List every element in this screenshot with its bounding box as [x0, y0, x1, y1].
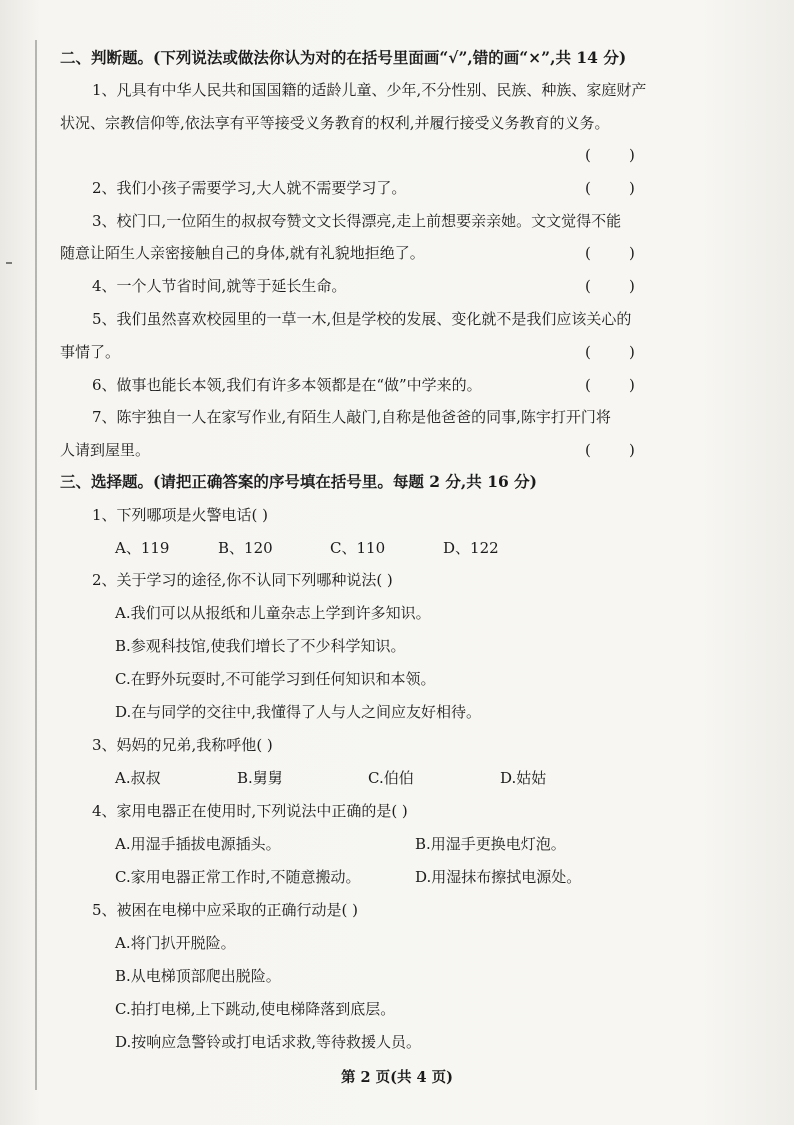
s2-q6-line1: 6、做事也能长本领,我们有许多本领都是在“做”中学来的。	[92, 376, 482, 394]
s2-q3-line1: 3、校门口,一位陌生的叔叔夸赞文文长得漂亮,走上前想要亲亲她。文文觉得不能	[92, 212, 622, 230]
s3-q3-option-a[interactable]: A.叔叔	[115, 769, 161, 787]
s3-q5-option-a[interactable]: A.将门扒开脱险。	[115, 934, 236, 952]
s2-q3-answer-blank[interactable]: ( )	[585, 244, 635, 262]
s3-q4-option-b[interactable]: B.用湿手更换电灯泡。	[415, 835, 566, 853]
s3-q1-option-d[interactable]: D、122	[443, 539, 499, 557]
s2-q7-line2: 人请到屋里。	[60, 441, 151, 459]
s2-q2-answer-blank[interactable]: ( )	[585, 179, 635, 197]
s3-q4-option-c[interactable]: C.家用电器正常工作时,不随意搬动。	[115, 868, 361, 886]
s3-q2-option-d[interactable]: D.在与同学的交往中,我懂得了人与人之间应友好相待。	[115, 703, 482, 721]
s3-q5-stem: 5、被困在电梯中应采取的正确行动是( )	[92, 901, 359, 919]
s2-q4-line1: 4、一个人节省时间,就等于延长生命。	[92, 277, 347, 295]
s2-q7-line1: 7、陈宇独自一人在家写作业,有陌生人敲门,自称是他爸爸的同事,陈宇打开门将	[92, 408, 611, 426]
s3-q5-option-c[interactable]: C.拍打电梯,上下跳动,使电梯降落到底层。	[115, 1000, 396, 1018]
s3-q3-option-b[interactable]: B.舅舅	[237, 769, 283, 787]
s3-q1-option-c[interactable]: C、110	[330, 539, 386, 557]
s2-q6-answer-blank[interactable]: ( )	[585, 376, 635, 394]
s3-q3-option-d[interactable]: D.姑姑	[500, 769, 547, 787]
s3-q2-option-a[interactable]: A.我们可以从报纸和儿童杂志上学到许多知识。	[115, 604, 431, 622]
s2-q5-line2: 事情了。	[60, 343, 121, 361]
s3-q1-option-a[interactable]: A、119	[115, 539, 170, 557]
section3-title: 三、选择题。(请把正确答案的序号填在括号里。每题 2 分,共 16 分)	[60, 472, 538, 491]
s3-q2-option-c[interactable]: C.在野外玩耍时,不可能学习到任何知识和本领。	[115, 670, 436, 688]
s3-q5-option-b[interactable]: B.从电梯顶部爬出脱险。	[115, 967, 281, 985]
s2-q5-line1: 5、我们虽然喜欢校园里的一草一木,但是学校的发展、变化就不是我们应该关心的	[92, 310, 632, 328]
s3-q2-stem: 2、关于学习的途径,你不认同下列哪种说法( )	[92, 571, 393, 589]
s2-q3-line2: 随意让陌生人亲密接触自己的身体,就有礼貌地拒绝了。	[60, 244, 425, 262]
s3-q3-option-c[interactable]: C.伯伯	[368, 769, 414, 787]
section2-title: 二、判断题。(下列说法或做法你认为对的在括号里面画“√”,错的画“×”,共 14 分)	[60, 48, 627, 67]
s3-q4-stem: 4、家用电器正在使用时,下列说法中正确的是( )	[92, 802, 408, 820]
s2-q2-line1: 2、我们小孩子需要学习,大人就不需要学习了。	[92, 179, 407, 197]
page-number-footer: 第 2 页(共 4 页)	[340, 1069, 454, 1086]
s2-q1-line1: 1、凡具有中华人民共和国国籍的适龄儿童、少年,不分性别、民族、种族、家庭财产	[92, 81, 647, 99]
s2-q7-answer-blank[interactable]: ( )	[585, 441, 635, 459]
binding-mark	[6, 262, 12, 264]
s3-q5-option-d[interactable]: D.按响应急警铃或打电话求救,等待救援人员。	[115, 1033, 422, 1051]
s2-q5-answer-blank[interactable]: ( )	[585, 343, 635, 361]
binding-line	[35, 40, 37, 1090]
s3-q1-stem: 1、下列哪项是火警电话( )	[92, 506, 269, 524]
s2-q4-answer-blank[interactable]: ( )	[585, 277, 635, 295]
s2-q1-line2: 状况、宗教信仰等,依法享有平等接受义务教育的权利,并履行接受义务教育的义务。	[60, 114, 610, 132]
s2-q1-answer-blank[interactable]: ( )	[585, 146, 635, 164]
s3-q3-stem: 3、妈妈的兄弟,我称呼他( )	[92, 736, 273, 754]
s3-q1-option-b[interactable]: B、120	[218, 539, 273, 557]
s3-q2-option-b[interactable]: B.参观科技馆,使我们增长了不少科学知识。	[115, 637, 406, 655]
s3-q4-option-d[interactable]: D.用湿抹布擦拭电源处。	[415, 868, 582, 886]
s3-q4-option-a[interactable]: A.用湿手插拔电源插头。	[115, 835, 281, 853]
